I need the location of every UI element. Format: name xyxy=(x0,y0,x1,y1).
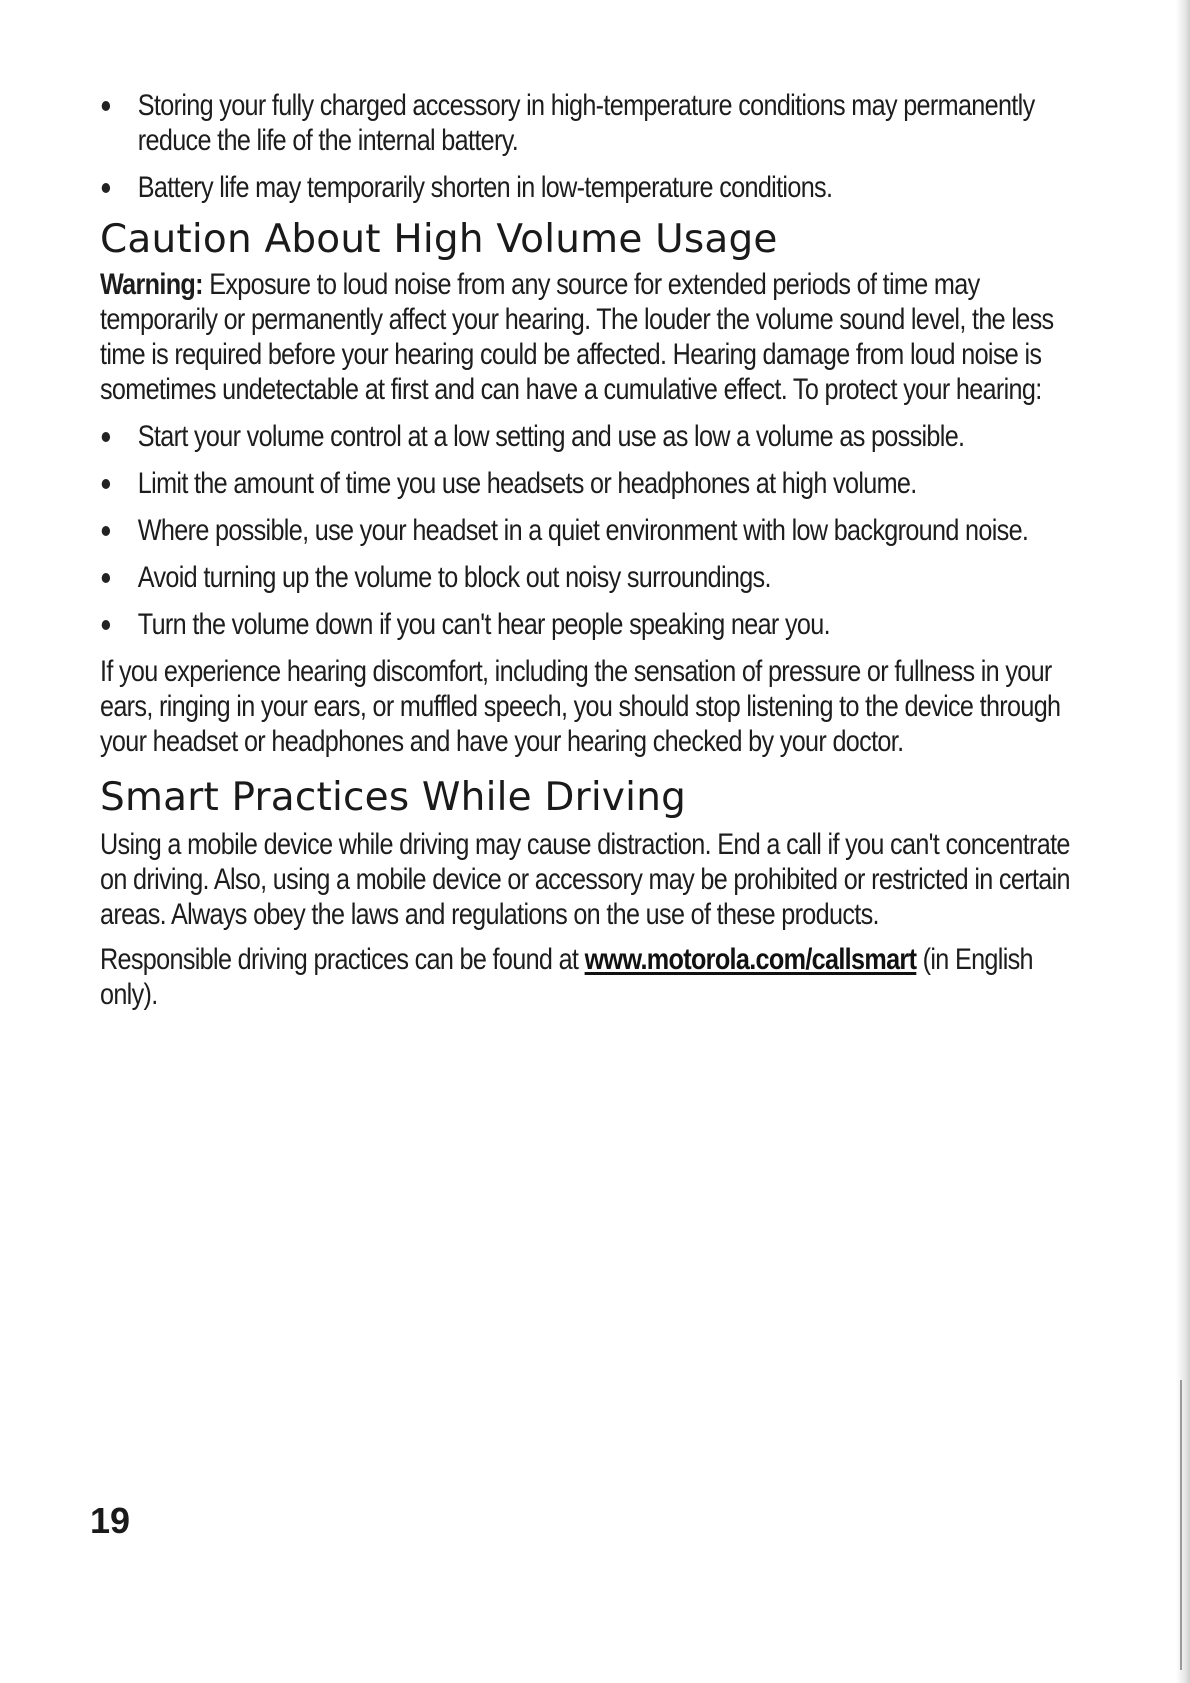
list-item xyxy=(100,466,1079,501)
callsmart-link[interactable]: www.motorola.com/callsmart xyxy=(584,943,917,976)
battery-bullet-list xyxy=(100,88,1079,205)
warning-text: Exposure to loud noise from any source for extended periods of time may temporarily or permanently affect your hearing. The louder the volume sound level, the less time is required before your hearing could be affected. Hearing damage from loud noise is sometimes undetectable at first and can have a cumulative effect. To protect your hearing: xyxy=(100,268,1054,406)
list-item xyxy=(100,88,1079,158)
bullet-icon xyxy=(102,573,110,583)
list-item xyxy=(100,607,1079,642)
link-suffix-text: (in English only). xyxy=(100,943,1033,1011)
list-item-text: Turn the volume down if you can't hear people speaking near you. xyxy=(137,608,830,641)
list-item xyxy=(100,513,1079,548)
driving-paragraph: Using a mobile device while driving may cause distraction. End a call if you can't concentrate on driving. Also, using a mobile device or accessory may be prohibited or restricted in certain areas. Always obey the laws and regulations on the use of these products. xyxy=(100,828,1070,931)
section-heading-driving: Smart Practices While Driving xyxy=(100,775,687,820)
list-item-text: Where possible, use your headset in a quiet environment with low background noise. xyxy=(137,514,1029,547)
warning-paragraph xyxy=(100,267,1079,407)
list-item-text: Start your volume control at a low setting and use as low a volume as possible. xyxy=(137,420,965,453)
bullet-icon xyxy=(102,183,110,193)
list-item-text: Battery life may temporarily shorten in low-temperature conditions. xyxy=(137,171,833,204)
driving-link-paragraph xyxy=(100,942,1079,1012)
list-item-text: Avoid turning up the volume to block out noisy surroundings. xyxy=(137,561,771,594)
list-item-text: Limit the amount of time you use headsets or headphones at high volume. xyxy=(137,467,917,500)
warning-label: Warning: xyxy=(100,268,203,301)
list-item-text: Storing your fully charged accessory in high-temperature conditions may permanently reduce the life of the internal battery. xyxy=(137,89,1035,157)
page-content xyxy=(100,88,1080,1016)
link-intro-text: Responsible driving practices can be found at xyxy=(100,943,585,976)
bullet-icon xyxy=(102,432,110,442)
bullet-icon xyxy=(102,479,110,489)
bullet-icon xyxy=(102,620,110,630)
list-item xyxy=(100,170,1079,205)
hearing-discomfort-paragraph: If you experience hearing discomfort, including the sensation of pressure or fullness in your ears, ringing in your ears, or muffled speech, you should stop listening to the device through your headset or headphones and have your hearing checked by your doctor. xyxy=(100,655,1061,758)
text-column xyxy=(100,88,1079,1012)
bullet-icon xyxy=(102,526,110,536)
scan-edge-line xyxy=(1180,1380,1182,1670)
list-item xyxy=(100,419,1079,454)
list-item xyxy=(100,560,1079,595)
page-number: 19 xyxy=(90,1500,131,1541)
hearing-bullet-list xyxy=(100,419,1079,642)
bullet-icon xyxy=(102,101,110,111)
section-heading-volume: Caution About High Volume Usage xyxy=(100,217,778,262)
